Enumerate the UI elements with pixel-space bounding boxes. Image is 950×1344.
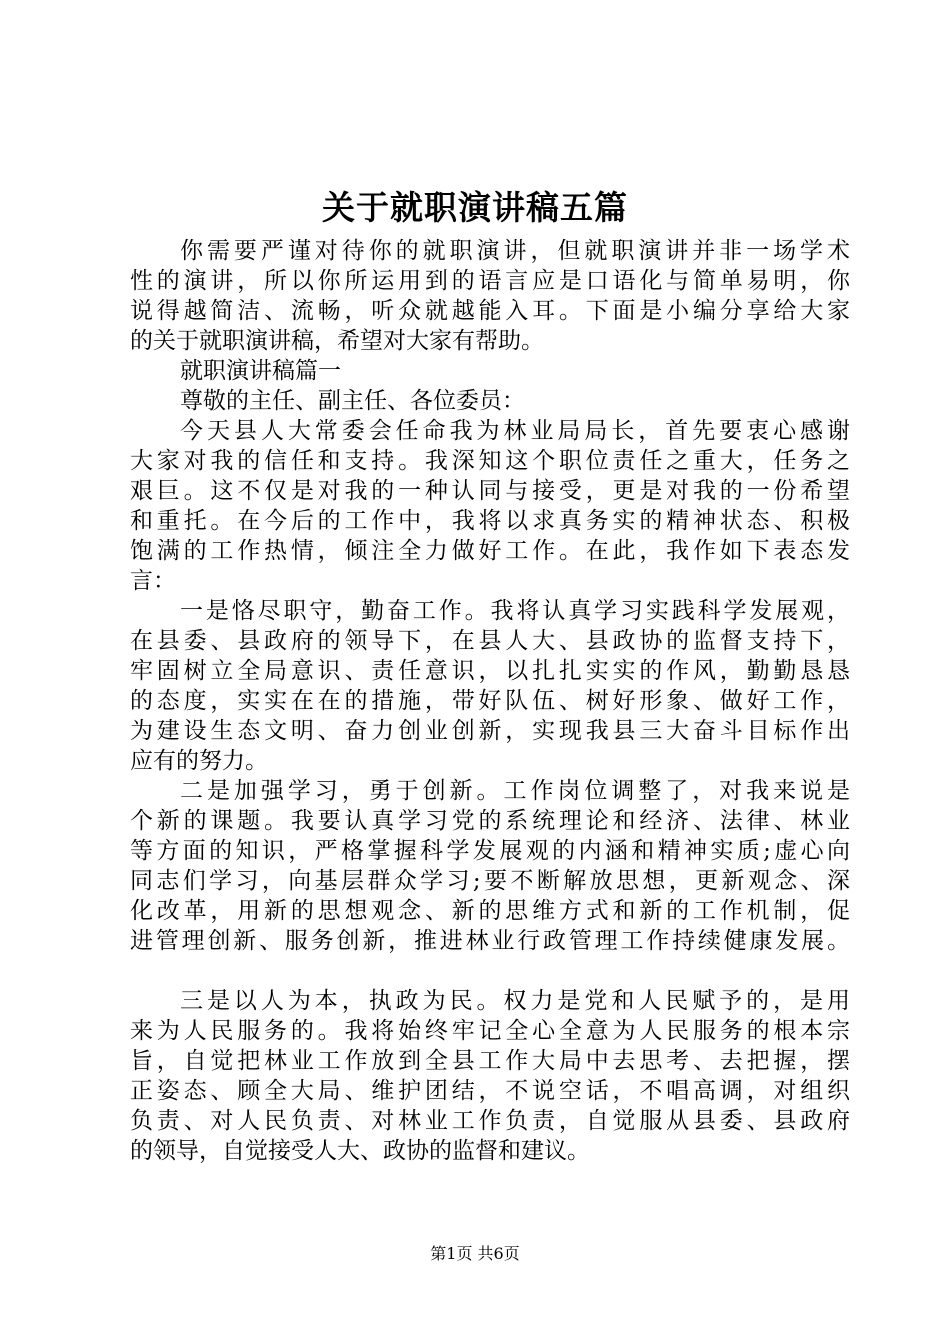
body-line: 为建设生态文明、奋力创业创新，实现我县三大奋斗目标作出 [130, 718, 850, 744]
body-line: 正姿态、顾全大局、维护团结，不说空话，不唱高调，对组织 [130, 1078, 850, 1104]
page-number-footer: 第1页 共6页 [430, 1244, 520, 1263]
body-line: 在县委、县政府的领导下，在县人大、县政协的监督支持下， [130, 628, 850, 654]
document-body [130, 236, 850, 1166]
salutation: 尊敬的主任、副主任、各位委员： [180, 388, 525, 414]
body-line: 个新的课题。我要认真学习党的系统理论和经济、法律、林业 [130, 808, 850, 834]
body-line: 负责、对人民负责、对林业工作负责，自觉服从县委、县政府 [130, 1108, 850, 1134]
body-line: 同志们学习，向基层群众学习;要不断解放思想，更新观念、深 [130, 868, 850, 894]
body-line: 说得越简洁、流畅，听众就越能入耳。下面是小编分享给大家 [130, 298, 850, 324]
paragraph-gap [130, 956, 850, 986]
body-line: 的领导，自觉接受人大、政协的监督和建议。 [130, 1138, 590, 1164]
body-line: 的态度，实实在在的措施，带好队伍、树好形象、做好工作， [130, 688, 850, 714]
body-line: 今天县人大常委会任命我为林业局局长，首先要衷心感谢 [180, 418, 850, 444]
body-line: 大家对我的信任和支持。我深知这个职位责任之重大，任务之 [130, 448, 850, 474]
body-line: 的关于就职演讲稿，希望对大家有帮助。 [130, 328, 544, 354]
section-heading: 就职演讲稿篇一 [180, 358, 341, 384]
body-line: 来为人民服务的。我将始终牢记全心全意为人民服务的根本宗 [130, 1018, 850, 1044]
body-line: 饱满的工作热情，倾注全力做好工作。在此，我作如下表态发 [130, 538, 850, 564]
body-line: 等方面的知识，严格掌握科学发展观的内涵和精神实质;虚心向 [130, 838, 850, 864]
body-line: 旨，自觉把林业工作放到全县工作大局中去思考、去把握，摆 [130, 1048, 850, 1074]
body-line: 牢固树立全局意识、责任意识，以扎扎实实的作风，勤勤恳恳 [130, 658, 850, 684]
document-title: 关于就职演讲稿五篇 [322, 188, 628, 227]
body-line: 化改革，用新的思想观念、新的思维方式和新的工作机制，促 [130, 898, 850, 924]
body-line: 言： [130, 568, 176, 594]
body-line: 进管理创新、服务创新，推进林业行政管理工作持续健康发展。 [130, 928, 850, 954]
body-line: 你需要严谨对待你的就职演讲，但就职演讲并非一场学术 [180, 238, 850, 264]
body-line: 二是加强学习，勇于创新。工作岗位调整了，对我来说是 [180, 778, 850, 804]
body-line: 一是恪尽职守，勤奋工作。我将认真学习实践科学发展观， [180, 598, 850, 624]
body-line: 性的演讲，所以你所运用到的语言应是口语化与简单易明，你 [130, 268, 850, 294]
body-line: 和重托。在今后的工作中，我将以求真务实的精神状态、积极 [130, 508, 850, 534]
body-line: 应有的努力。 [130, 748, 268, 774]
body-line: 三是以人为本，执政为民。权力是党和人民赋予的，是用 [180, 988, 850, 1014]
body-line: 艰巨。这不仅是对我的一种认同与接受，更是对我的一份希望 [130, 478, 850, 504]
